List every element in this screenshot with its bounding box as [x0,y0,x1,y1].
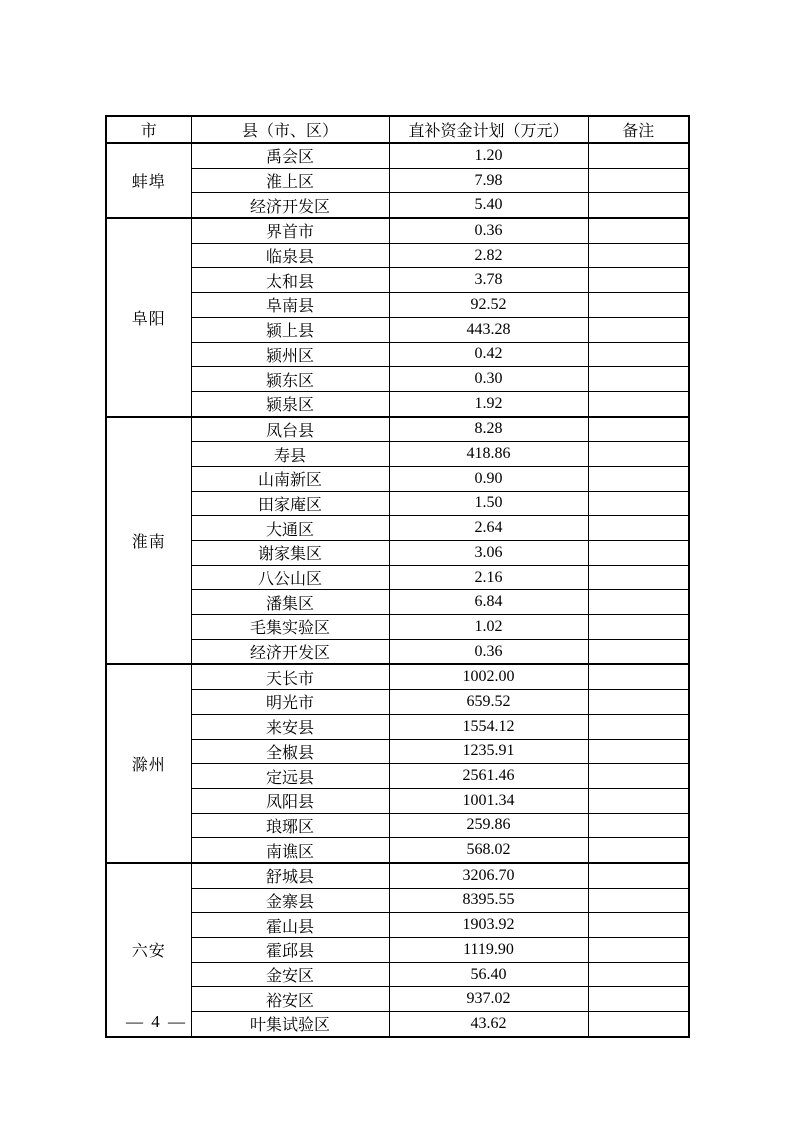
remark-cell [588,615,689,640]
county-cell: 颍东区 [191,367,389,392]
table-body [106,143,689,1037]
county-cell: 凤阳县 [191,788,389,813]
subsidy-table [105,115,690,1038]
remark-cell [588,987,689,1012]
amount-cell: 1554.12 [389,714,588,739]
city-cell: 淮南 [106,417,191,665]
table-row [106,987,689,1012]
county-cell: 舒城县 [191,863,389,888]
table-row [106,516,689,541]
remark-cell [588,938,689,963]
col-header-county: 县（市、区） [191,116,389,143]
county-cell: 临泉县 [191,243,389,268]
remark-cell [588,863,689,888]
amount-cell: 1.50 [389,491,588,516]
county-cell: 颍上县 [191,317,389,342]
page-number: — 4 — [126,1012,185,1031]
amount-cell: 0.30 [389,367,588,392]
remark-cell [588,391,689,416]
remark-cell [588,714,689,739]
table-row [106,342,689,367]
county-cell: 潘集区 [191,590,389,615]
county-cell: 霍山县 [191,913,389,938]
amount-cell: 6.84 [389,590,588,615]
amount-cell: 568.02 [389,838,588,863]
amount-cell: 8.28 [389,417,588,442]
table-row [106,168,689,193]
remark-cell [588,664,689,689]
table-row [106,367,689,392]
county-cell: 金寨县 [191,888,389,913]
county-cell: 颍州区 [191,342,389,367]
table-row [106,268,689,293]
county-cell: 全椒县 [191,739,389,764]
amount-cell: 418.86 [389,442,588,467]
county-cell: 淮上区 [191,168,389,193]
amount-cell: 56.40 [389,962,588,987]
remark-cell [588,193,689,218]
table-row [106,143,689,168]
remark-cell [588,813,689,838]
county-cell: 裕安区 [191,987,389,1012]
table-row [106,417,689,442]
table-row [106,913,689,938]
county-cell: 禹会区 [191,143,389,168]
county-cell: 界首市 [191,218,389,243]
city-cell: 六安 [106,863,191,1037]
amount-cell: 2.82 [389,243,588,268]
city-cell: 蚌埠 [106,143,191,218]
remark-cell [588,690,689,715]
amount-cell: 3206.70 [389,863,588,888]
county-cell: 经济开发区 [191,639,389,664]
table-row [106,938,689,963]
remark-cell [588,590,689,615]
remark-cell [588,218,689,243]
table-row [106,714,689,739]
county-cell: 明光市 [191,690,389,715]
remark-cell [588,268,689,293]
table-row [106,293,689,318]
amount-cell: 43.62 [389,1012,588,1037]
county-cell: 定远县 [191,764,389,789]
table-row [106,639,689,664]
remark-cell [588,417,689,442]
county-cell: 大通区 [191,516,389,541]
table-row [106,193,689,218]
remark-cell [588,293,689,318]
table-row [106,391,689,416]
table-row [106,565,689,590]
county-cell: 凤台县 [191,417,389,442]
amount-cell: 0.42 [389,342,588,367]
county-cell: 金安区 [191,962,389,987]
county-cell: 谢家集区 [191,541,389,566]
amount-cell: 5.40 [389,193,588,218]
amount-cell: 259.86 [389,813,588,838]
amount-cell: 3.78 [389,268,588,293]
remark-cell [588,442,689,467]
amount-cell: 8395.55 [389,888,588,913]
table-row [106,317,689,342]
table-row [106,1012,689,1037]
amount-cell: 1235.91 [389,739,588,764]
col-header-city: 市 [106,116,191,143]
amount-cell: 937.02 [389,987,588,1012]
amount-cell: 1002.00 [389,664,588,689]
remark-cell [588,367,689,392]
table-row [106,466,689,491]
table-row [106,664,689,689]
county-cell: 寿县 [191,442,389,467]
remark-cell [588,243,689,268]
county-cell: 颍泉区 [191,391,389,416]
county-cell: 太和县 [191,268,389,293]
table-row [106,243,689,268]
county-cell: 田家庵区 [191,491,389,516]
table-row [106,962,689,987]
remark-cell [588,962,689,987]
remark-cell [588,466,689,491]
table-row [106,690,689,715]
amount-cell: 1.92 [389,391,588,416]
amount-cell: 2.64 [389,516,588,541]
remark-cell [588,788,689,813]
table-row [106,739,689,764]
remark-cell [588,317,689,342]
table-row [106,541,689,566]
table-row [106,615,689,640]
amount-cell: 7.98 [389,168,588,193]
amount-cell: 0.36 [389,218,588,243]
remark-cell [588,838,689,863]
table-row [106,590,689,615]
county-cell: 八公山区 [191,565,389,590]
table-row [106,442,689,467]
amount-cell: 1119.90 [389,938,588,963]
amount-cell: 1.20 [389,143,588,168]
remark-cell [588,491,689,516]
remark-cell [588,516,689,541]
remark-cell [588,168,689,193]
amount-cell: 1903.92 [389,913,588,938]
amount-cell: 0.90 [389,466,588,491]
remark-cell [588,342,689,367]
city-cell: 阜阳 [106,218,191,417]
table-row [106,813,689,838]
county-cell: 经济开发区 [191,193,389,218]
amount-cell: 92.52 [389,293,588,318]
remark-cell [588,1012,689,1037]
col-header-remark: 备注 [588,116,689,143]
table-row [106,863,689,888]
remark-cell [588,739,689,764]
amount-cell: 2.16 [389,565,588,590]
county-cell: 天长市 [191,664,389,689]
amount-cell: 1.02 [389,615,588,640]
remark-cell [588,565,689,590]
remark-cell [588,764,689,789]
county-cell: 琅琊区 [191,813,389,838]
county-cell: 叶集试验区 [191,1012,389,1037]
county-cell: 毛集实验区 [191,615,389,640]
city-cell: 滁州 [106,664,191,863]
amount-cell: 0.36 [389,639,588,664]
table-row [106,788,689,813]
table-row [106,218,689,243]
table-row [106,888,689,913]
table-row [106,838,689,863]
county-cell: 南谯区 [191,838,389,863]
county-cell: 来安县 [191,714,389,739]
amount-cell: 3.06 [389,541,588,566]
county-cell: 霍邱县 [191,938,389,963]
amount-cell: 659.52 [389,690,588,715]
county-cell: 山南新区 [191,466,389,491]
remark-cell [588,639,689,664]
remark-cell [588,541,689,566]
remark-cell [588,143,689,168]
amount-cell: 443.28 [389,317,588,342]
header-row [106,116,689,143]
remark-cell [588,913,689,938]
remark-cell [588,888,689,913]
amount-cell: 2561.46 [389,764,588,789]
table-row [106,764,689,789]
county-cell: 阜南县 [191,293,389,318]
table-row [106,491,689,516]
col-header-amount: 直补资金计划（万元） [389,116,588,143]
amount-cell: 1001.34 [389,788,588,813]
